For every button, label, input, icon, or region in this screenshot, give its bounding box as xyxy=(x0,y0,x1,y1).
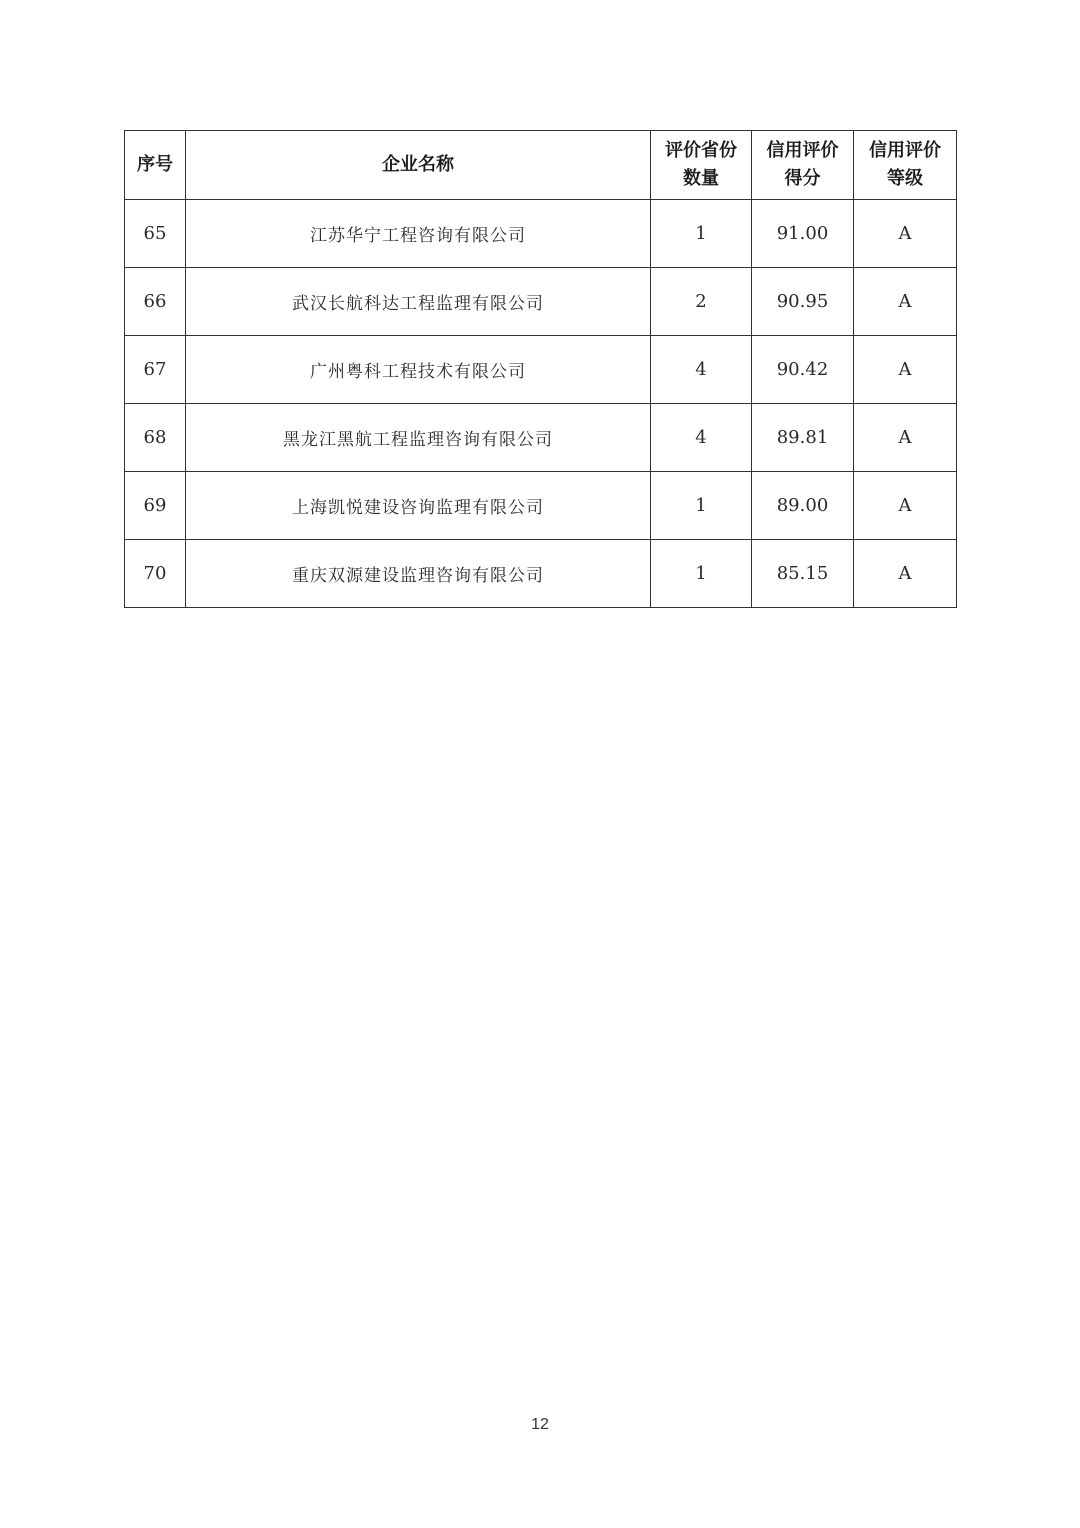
cell-score: 89.00 xyxy=(752,472,854,540)
table-row xyxy=(125,268,957,336)
table-row xyxy=(125,404,957,472)
header-company xyxy=(186,131,651,200)
cell-score: 89.81 xyxy=(752,404,854,472)
cell-company: 江苏华宁工程咨询有限公司 xyxy=(186,200,651,268)
header-provinces-line2: 数量 xyxy=(683,168,719,189)
header-provinces-line1: 评价省份 xyxy=(665,140,737,161)
cell-company: 武汉长航科达工程监理有限公司 xyxy=(186,268,651,336)
cell-provinces: 4 xyxy=(651,404,752,472)
cell-seq: 66 xyxy=(125,268,186,336)
header-score xyxy=(752,131,854,200)
cell-grade: A xyxy=(854,336,957,404)
header-grade xyxy=(854,131,957,200)
cell-company: 上海凯悦建设咨询监理有限公司 xyxy=(186,472,651,540)
header-seq-label: 序号 xyxy=(137,154,173,175)
table-row xyxy=(125,472,957,540)
cell-provinces: 1 xyxy=(651,200,752,268)
cell-score: 91.00 xyxy=(752,200,854,268)
table-header-row xyxy=(125,131,957,200)
header-grade-line2: 等级 xyxy=(887,168,923,189)
cell-score: 90.42 xyxy=(752,336,854,404)
cell-provinces: 2 xyxy=(651,268,752,336)
cell-company: 黑龙江黑航工程监理咨询有限公司 xyxy=(186,404,651,472)
cell-provinces: 1 xyxy=(651,472,752,540)
table-row xyxy=(125,336,957,404)
cell-grade: A xyxy=(854,200,957,268)
cell-seq: 67 xyxy=(125,336,186,404)
cell-seq: 70 xyxy=(125,540,186,608)
cell-company: 重庆双源建设监理咨询有限公司 xyxy=(186,540,651,608)
header-grade-line1: 信用评价 xyxy=(869,140,941,161)
cell-score: 90.95 xyxy=(752,268,854,336)
header-seq xyxy=(125,131,186,200)
header-provinces xyxy=(651,131,752,200)
page-number: 12 xyxy=(531,1416,549,1433)
cell-seq: 68 xyxy=(125,404,186,472)
cell-grade: A xyxy=(854,472,957,540)
header-score-line2: 得分 xyxy=(784,168,821,189)
table-row xyxy=(125,540,957,608)
cell-provinces: 1 xyxy=(651,540,752,608)
cell-grade: A xyxy=(854,540,957,608)
cell-company: 广州粤科工程技术有限公司 xyxy=(186,336,651,404)
cell-seq: 65 xyxy=(125,200,186,268)
cell-provinces: 4 xyxy=(651,336,752,404)
cell-score: 85.15 xyxy=(752,540,854,608)
header-score-line1: 信用评价 xyxy=(766,140,839,161)
cell-seq: 69 xyxy=(125,472,186,540)
credit-rating-table xyxy=(124,130,957,608)
table-row xyxy=(125,200,957,268)
header-company-label: 企业名称 xyxy=(382,154,454,175)
cell-grade: A xyxy=(854,404,957,472)
cell-grade: A xyxy=(854,268,957,336)
